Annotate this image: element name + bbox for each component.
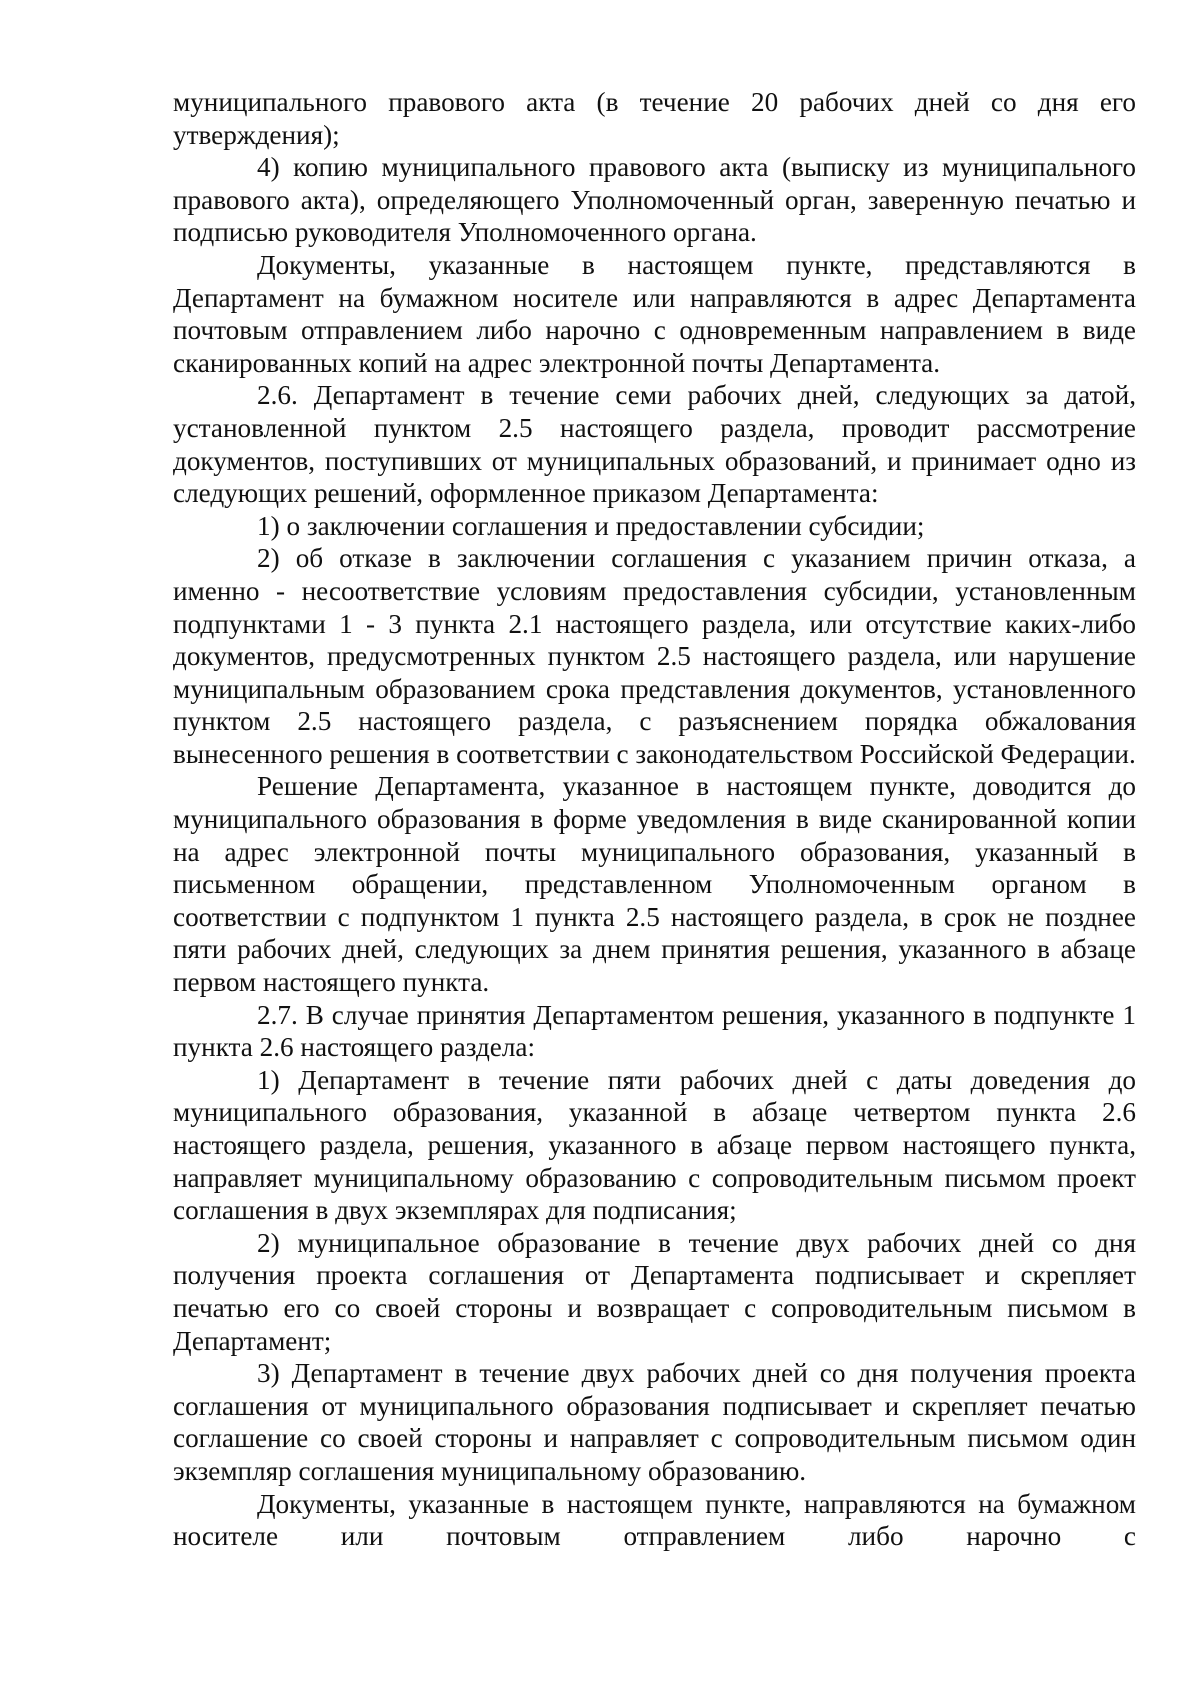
paragraph-2-7-item-2: 2) муниципальное образование в течение двух рабочих дней со дня получения проекта соглашения от Департамента подписывает и скрепляет печатью его со своей стороны и возвращает с сопроводительным письмом в Департамент; bbox=[173, 1227, 1136, 1356]
paragraph-item-4: 4) копию муниципального правового акта (выписку из муниципального правового акта), определяющего Уполномоченный орган, заверенную печатью и подписью руководителя Уполномоченного органа. bbox=[173, 152, 1136, 248]
paragraph-continuation: муниципального правового акта (в течение 20 рабочих дней со дня его утверждения); bbox=[173, 87, 1136, 150]
paragraph-2-7: 2.7. В случае принятия Департаментом решения, указанного в подпункте 1 пункта 2.6 настоящего раздела: bbox=[173, 999, 1136, 1063]
paragraph-documents-submission: Документы, указанные в настоящем пункте, представляются в Департамент на бумажном носителе или направляются в адрес Департамента почтовым отправлением либо нарочно с одновременным направлением в виде сканированных копий на адрес электронной почты Департамента. bbox=[173, 249, 1136, 378]
paragraph-documents-sending: Документы, указанные в настоящем пункте, направляются на бумажном носителе или почтовым отправлением либо нарочно с bbox=[173, 1488, 1136, 1552]
paragraph-2-6-item-2: 2) об отказе в заключении соглашения с указанием причин отказа, а именно - несоответствие условиям предоставления субсидии, установленным подпунктами 1 - 3 пункта 2.1 настоящего раздела, или отсутствие каких-либо документов, предусмотренных пунктом 2.5 настоящего раздела, или нарушение муниципальным образованием срока представления документов, установленного пунктом 2.5 настоящего раздела, с разъяснением порядка обжалования вынесенного решения в соответствии с законодательством Российской Федерации. bbox=[173, 543, 1136, 769]
paragraph-2-7-item-1: 1) Департамент в течение пяти рабочих дней с даты доведения до муниципального образования, указанной в абзаце четвертом пункта 2.6 настоящего раздела, решения, указанного в абзаце первом настоящего пункта, направляет муниципальному образованию с сопроводительным письмом проект соглашения в двух экземплярах для подписания; bbox=[173, 1064, 1136, 1226]
paragraph-2-6-item-1: 1) о заключении соглашения и предоставлении субсидии; bbox=[257, 510, 925, 541]
paragraph-2-6: 2.6. Департамент в течение семи рабочих дней, следующих за датой, установленной пунктом 2.5 настоящего раздела, проводит рассмотрение документов, поступивших от муниципальных образований, и принимает одно из следующих решений, оформленное приказом Департамента: bbox=[173, 380, 1136, 509]
paragraph-2-7-item-3: 3) Департамент в течение двух рабочих дней со дня получения проекта соглашения от муниципального образования подписывает и скрепляет печатью соглашение со своей стороны и направляет с сопроводительным письмом один экземпляр соглашения муниципальному образованию. bbox=[173, 1358, 1136, 1486]
paragraph-decision-notification: Решение Департамента, указанное в настоящем пункте, доводится до муниципального образования в форме уведомления в виде сканированной копии на адрес электронной почты муниципального образования, указанный в письменном обращении, представленном Уполномоченным органом в соответствии с подпунктом 1 пункта 2.5 настоящего раздела, в срок не позднее пяти рабочих дней, следующих за днем принятия решения, указанного в абзаце первом настоящего пункта. bbox=[173, 771, 1136, 998]
document-body bbox=[173, 86, 1136, 1553]
